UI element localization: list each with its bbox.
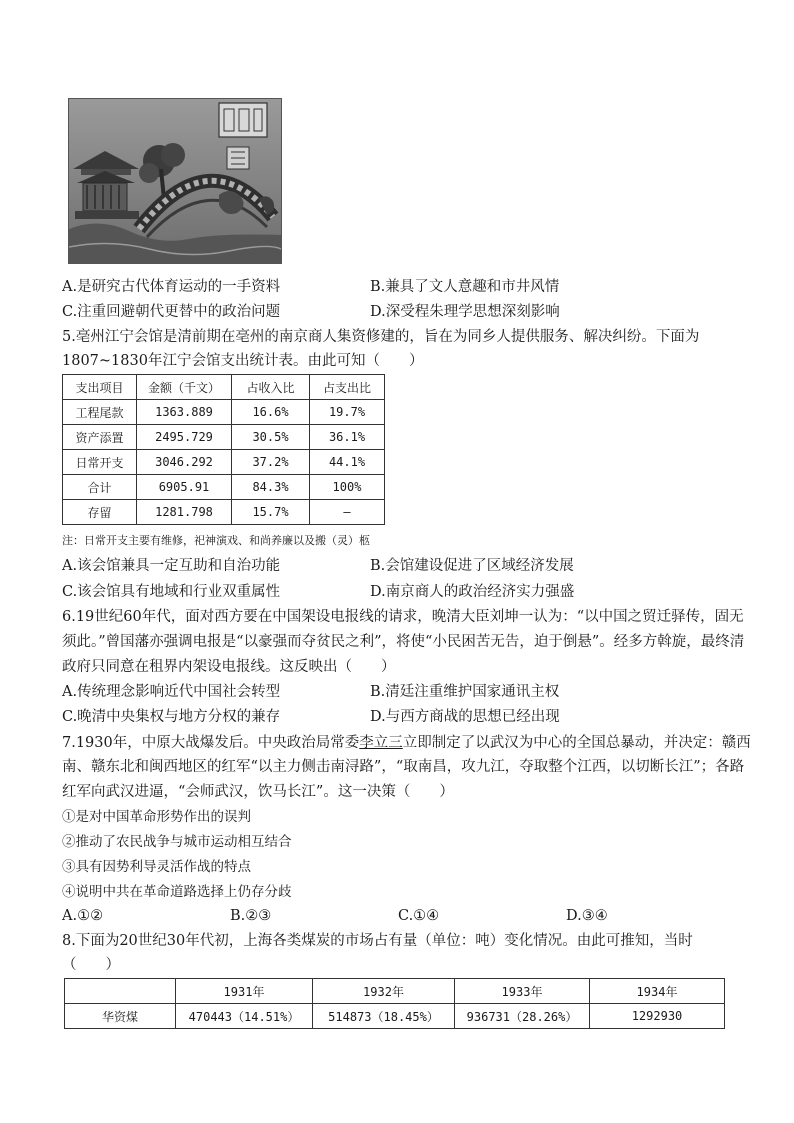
q7-stem-part: 立即制定了以武汉为中心的全国总暴动，并决定：赣西 (402, 735, 751, 751)
q7-item-4: ④说明中共在革命道路选择上仍存分歧 (62, 884, 292, 900)
q7-item-2: ②推动了农民战争与城市运动相互结合 (62, 834, 292, 850)
q5-option-d: D.南京商人的政治经济实力强盛 (370, 584, 575, 600)
q4-option-d: D.深受程朱理学思想深刻影响 (370, 304, 560, 320)
table-cell: 1281.798 (137, 500, 232, 525)
table-header-cell: 金额（千文） (137, 375, 232, 400)
table-cell: 存留 (63, 500, 137, 525)
q7-option-c: C.①④ (398, 908, 440, 924)
q6-option-d: D.与西方商战的思想已经出现 (370, 709, 560, 725)
table-cell: 华资煤 (65, 1004, 176, 1029)
table-cell: 19.7% (310, 400, 385, 425)
table-cell: 合计 (63, 475, 137, 500)
q6-option-b: B.清廷注重维护国家通讯主权 (370, 684, 560, 700)
table-cell: 1292930 (590, 1004, 725, 1029)
table-cell: 470443（14.51%） (176, 1004, 313, 1029)
table-cell: 15.7% (232, 500, 310, 525)
table-cell: 资产添置 (63, 425, 137, 450)
q7-option-a: A.①② (62, 908, 104, 924)
table-header-cell: 占支出比 (310, 375, 385, 400)
q4-option-a: A.是研究古代体育运动的一手资料 (62, 279, 281, 295)
q7-stem-underlined-name: 李立三 (359, 735, 403, 751)
q7-stem-line-1 (62, 733, 751, 753)
q7-item-1: ①是对中国革命形势作出的误判 (62, 809, 251, 825)
q7-item-3: ③具有因势利导灵活作战的特点 (62, 859, 251, 875)
table-cell: — (310, 500, 385, 525)
painting-image (68, 98, 282, 264)
q5-option-b: B.会馆建设促进了区域经济发展 (370, 558, 574, 574)
table-cell: 36.1% (310, 425, 385, 450)
q8-coal-table (64, 978, 725, 1029)
painting-illustration (69, 99, 281, 263)
table-cell: 日常开支 (63, 450, 137, 475)
table-header-cell: 占收入比 (232, 375, 310, 400)
q7-option-d: D.③④ (566, 908, 608, 924)
q7-stem-line-3: 红军向武汉进逼，“会师武汉，饮马长江”。这一决策（ ） (62, 784, 454, 800)
q5-stem-line-1: 5.亳州江宁会馆是清前期在亳州的南京商人集资修建的，旨在为同乡人提供服务、解决纠纷。下面为 (62, 329, 700, 345)
table-cell: 30.5% (232, 425, 310, 450)
table-cell: 1363.889 (137, 400, 232, 425)
table-header-cell: 1931年 (176, 979, 313, 1004)
q5-expense-table (62, 374, 385, 525)
table-cell: 84.3% (232, 475, 310, 500)
q5-option-c: C.该会馆具有地域和行业双重属性 (62, 584, 281, 600)
q7-option-b: B.②③ (230, 908, 272, 924)
table-header-row (65, 979, 725, 1004)
table-row (63, 400, 385, 425)
table-header-cell: 1932年 (313, 979, 455, 1004)
q4-option-b: B.兼具了文人意趣和市井风情 (370, 279, 560, 295)
table-cell: 37.2% (232, 450, 310, 475)
table-header-cell: 1933年 (455, 979, 590, 1004)
q6-stem-line-1: 6.19世纪60年代，面对西方要在中国架设电报线的请求，晚清大臣刘坤一认为：“以中国之贸迁驿传，固无 (62, 609, 744, 625)
table-cell: 工程尾款 (63, 400, 137, 425)
table-header-cell (65, 979, 176, 1004)
table-row (65, 1004, 725, 1029)
q5-stem-line-2: 1807~1830年江宁会馆支出统计表。由此可知（ ） (62, 353, 424, 369)
table-header-row (63, 375, 385, 400)
table-cell: 44.1% (310, 450, 385, 475)
table-row (63, 450, 385, 475)
table-cell: 514873（18.45%） (313, 1004, 455, 1029)
table-cell: 3046.292 (137, 450, 232, 475)
table-cell: 16.6% (232, 400, 310, 425)
table-cell: 6905.91 (137, 475, 232, 500)
table-cell: 100% (310, 475, 385, 500)
q6-option-c: C.晚清中央集权与地方分权的兼存 (62, 709, 281, 725)
table-row (63, 425, 385, 450)
q5-option-a: A.该会馆兼具一定互助和自治功能 (62, 558, 281, 574)
q6-stem-line-2: 须此。”曾国藩亦强调电报是“以豪强而夺贫民之利”，将使“小民困苦无告，迫于倒悬”。经多方斡旋，最终清 (62, 634, 745, 650)
table-row (63, 500, 385, 525)
q6-option-a: A.传统理念影响近代中国社会转型 (62, 684, 281, 700)
q6-stem-line-3: 政府只同意在租界内架设电报线。这反映出（ ） (62, 659, 396, 675)
table-header-cell: 1934年 (590, 979, 725, 1004)
table-cell: 936731（28.26%） (455, 1004, 590, 1029)
q8-stem-line-2: （ ） (62, 957, 120, 973)
q7-stem-line-2: 南、赣东北和闽西地区的红军“以主力侧击南浔路”，“取南昌，攻九江，夺取整个江西，以切断长江”；各路 (62, 759, 745, 775)
table-row (63, 475, 385, 500)
q7-stem-part: 7.1930年，中原大战爆发后。中央政治局常委 (62, 735, 360, 751)
q8-stem-line-1: 8.下面为20世纪30年代初，上海各类煤炭的市场占有量（单位：吨）变化情况。由此可推知，当时 (62, 933, 693, 949)
table-cell: 2495.729 (137, 425, 232, 450)
q5-table-note: 注：日常开支主要有维修，祀神演戏、和尚养廉以及搬（灵）柩 (62, 534, 370, 547)
table-header-cell: 支出项目 (63, 375, 137, 400)
q4-option-c: C.注重回避朝代更替中的政治问题 (62, 304, 281, 320)
